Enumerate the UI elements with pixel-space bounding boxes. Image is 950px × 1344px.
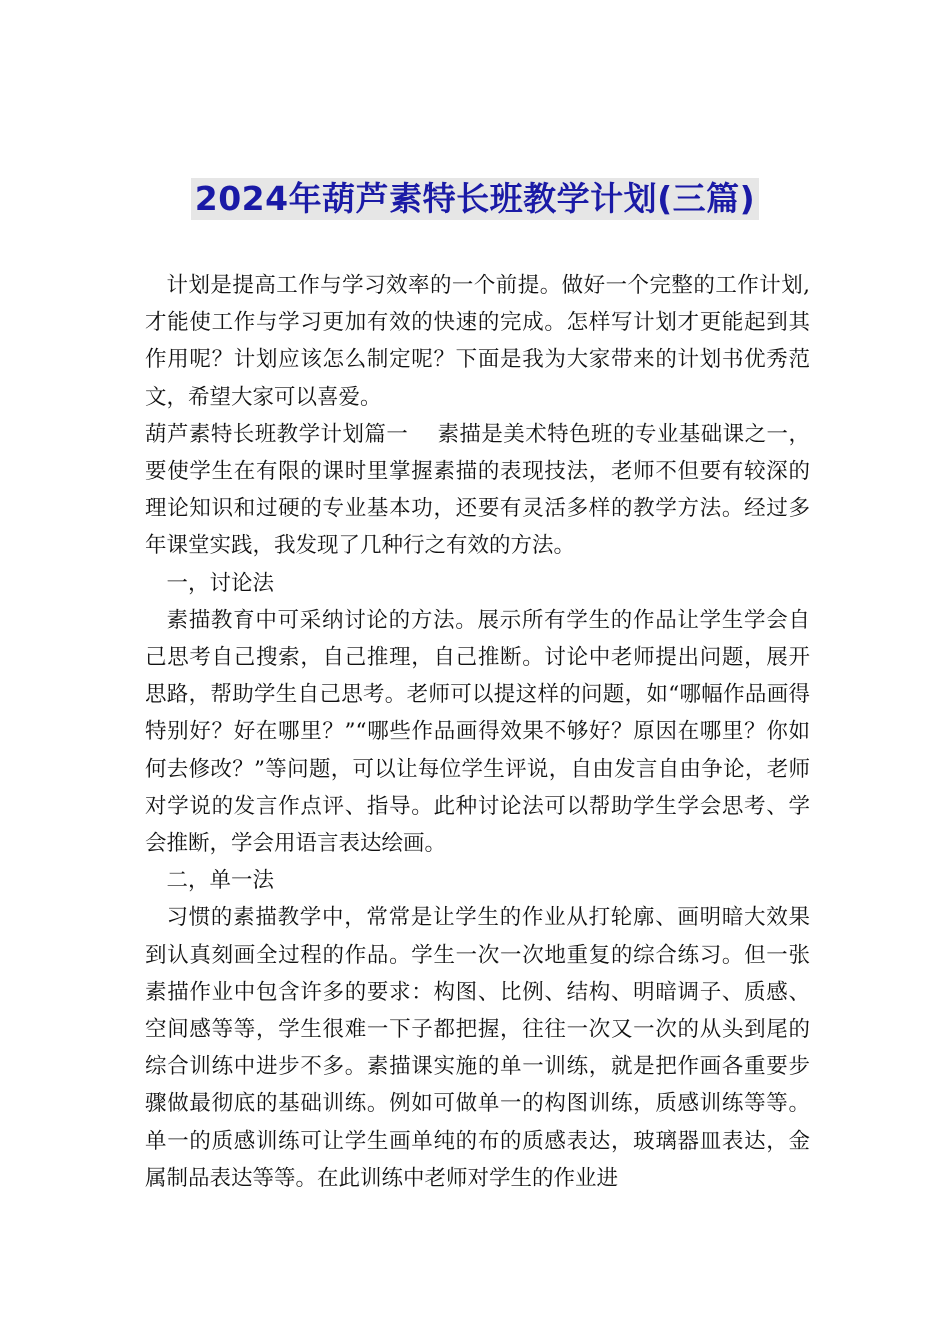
- document-title: 2024年葫芦素特长班教学计划(三篇): [191, 178, 760, 220]
- section-one-intro-paragraph: 葫芦素特长班教学计划篇一 素描是美术特色班的专业基础课之一，要使学生在有限的课时里掌握素描的表现技法，老师不但要有较深的理论知识和过硬的专业基本功，还要有灵活多样的教学方法。经过多年课堂实践，我发现了几种行之有效的方法。: [145, 421, 810, 559]
- title-container: [0, 178, 950, 220]
- document-body: [145, 267, 810, 1197]
- single-method-paragraph: 习惯的素描教学中，常常是让学生的作业从打轮廓、画明暗大效果到认真刻画全过程的作品。学生一次一次地重复的综合练习。但一张素描作业中包含许多的要求：构图、比例、结构、明暗调子、质感、空间感等等，学生很难一下子都把握，往往一次又一次的从头到尾的综合训练中进步不多。素描课实施的单一训练，就是把作画各重要步骤做最彻底的基础训练。例如可做单一的构图训练，质感训练等等。单一的质感训练可让学生画单纯的布的质感表达，玻璃器皿表达，金属制品表达等等。在此训练中老师对学生的作业进: [145, 905, 810, 1191]
- heading-discussion-method: 一，讨论法: [166, 570, 275, 596]
- discussion-method-paragraph: 素描教育中可采纳讨论的方法。展示所有学生的作品让学生学会自己思考自己搜索，自己推理，自己推断。讨论中老师提出问题，展开思路，帮助学生自己思考。老师可以提这样的问题，如“哪幅作品画得特别好？好在哪里？”“哪些作品画得效果不够好？原因在哪里？你如何去修改？”等问题，可以让每位学生评说，自由发言自由争论，老师对学说的发言作点评、指导。此种讨论法可以帮助学生学会思考、学会推断，学会用语言表达绘画。: [145, 607, 810, 857]
- intro-paragraph: 计划是提高工作与学习效率的一个前提。做好一个完整的工作计划,才能使工作与学习更加有效的快速的完成。怎样写计划才更能起到其作用呢？计划应该怎么制定呢？下面是我为大家带来的计划书优秀范文，希望大家可以喜爱。: [145, 273, 810, 410]
- heading-single-method: 二，单一法: [166, 868, 275, 894]
